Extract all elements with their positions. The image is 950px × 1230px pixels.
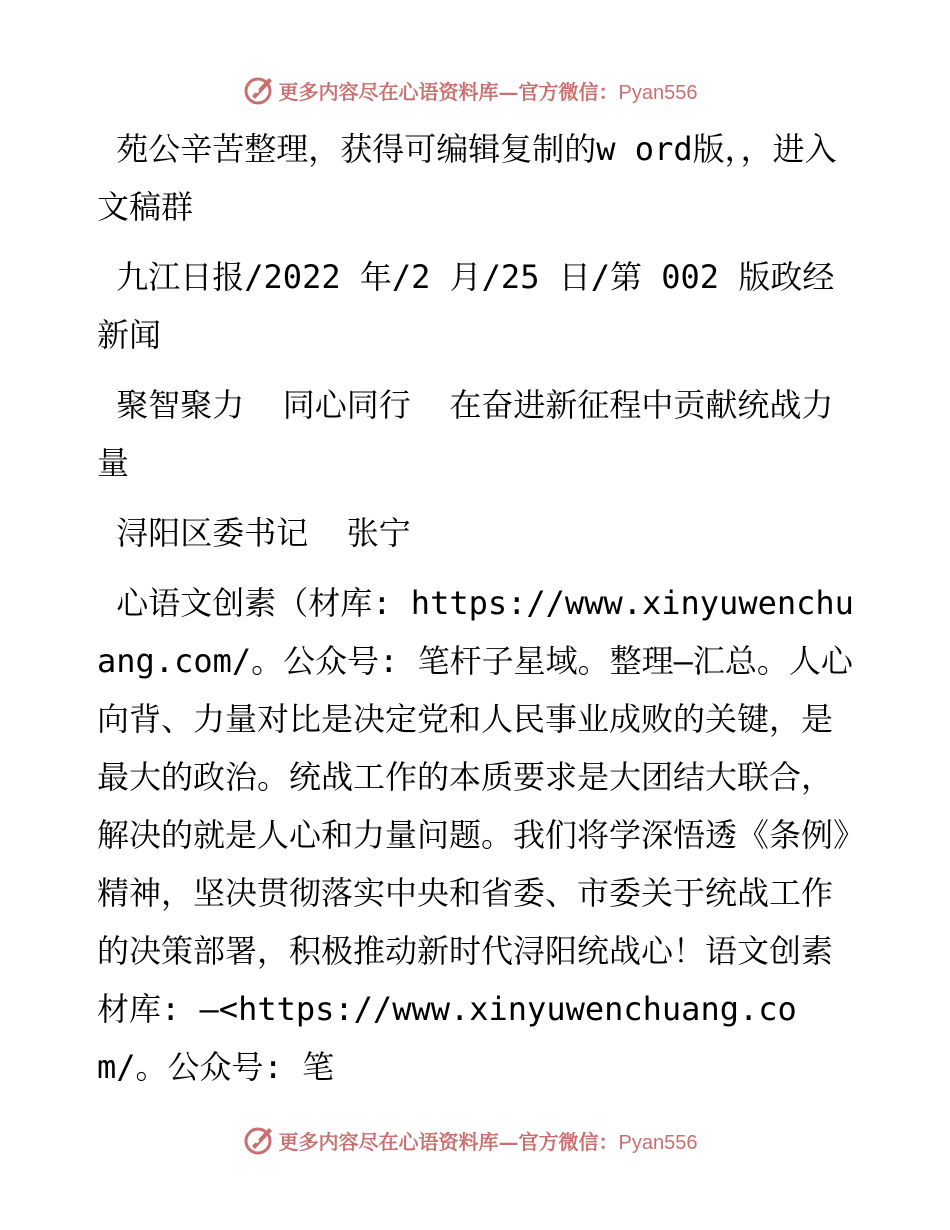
article-author: 浔阳区委书记 张宁	[97, 514, 411, 552]
watermark-text: 更多内容尽在心语资料库—官方微信：Pyan556	[278, 79, 698, 104]
document-body	[97, 120, 857, 1096]
wechat-id: Pyan556	[618, 81, 698, 104]
pen-seal-icon	[243, 74, 275, 106]
top-watermark-banner	[0, 70, 950, 110]
watermark-text: 更多内容尽在心语资料库—官方微信：Pyan556	[278, 1129, 698, 1154]
watermark-group	[243, 1124, 698, 1156]
paragraph-intro: 苑公辛苦整理，获得可编辑复制的w ord版，，进入文稿群	[97, 130, 837, 226]
article-title: 聚智聚力 同心同行 在奋进新征程中贡献统战力量	[97, 386, 834, 482]
wechat-id: Pyan556	[618, 1131, 698, 1154]
article-body: 心语文创素（材库: https://www.xinyuwenchuang.com/。公众号: 笔杆子星域。整理—汇总。人心向背、力量对比是决定党和人民事业成败的关键，是最大的政治。统战工作的本质要求是大团结大联合，解决的就是人心和力量问题。我们将学深悟透《条例》精神，坚决贯彻落实中央和省委、市委关于统战工作的决策部署，积极推动新时代浔阳统战心！语文创素材库: —<https://www.xinyuwenchuang.com/。公众号: 笔	[97, 584, 854, 1086]
paragraph-source: 九江日报/2022 年/2 月/25 日/第 002 版政经新闻	[97, 258, 835, 354]
pen-seal-icon	[243, 1124, 275, 1156]
bottom-watermark-banner	[0, 1120, 950, 1160]
watermark-group	[243, 74, 698, 106]
